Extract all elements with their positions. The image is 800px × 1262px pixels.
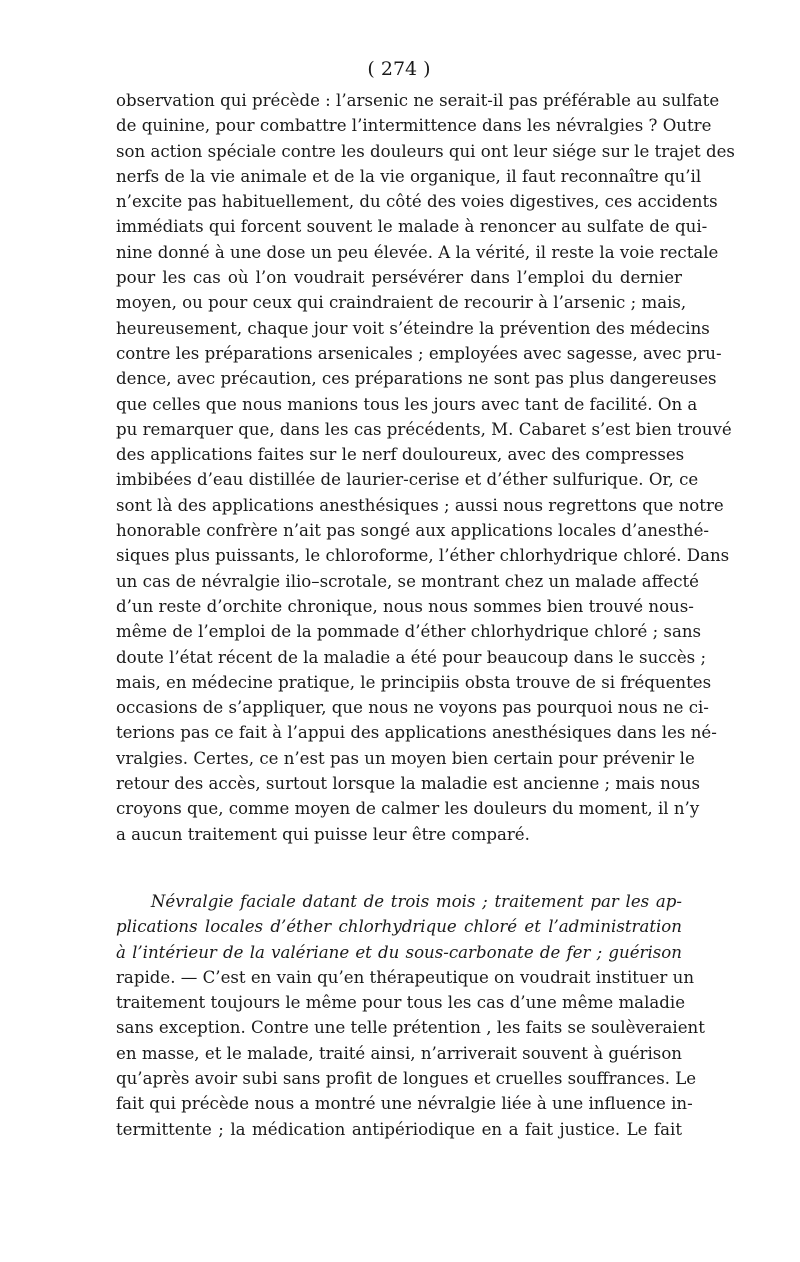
text-line: terions pas ce fait à l’appui des applications anesthésiques dans les né- [116, 723, 717, 743]
text-line: de quinine, pour combattre l’intermittence dans les névralgies ? Outre [116, 116, 712, 136]
text-line: moyen, ou pour ceux qui craindraient de recourir à l’arsenic ; mais, [116, 293, 687, 313]
text-line: dence, avec précaution, ces préparations ne sont pas plus dangereuses [116, 369, 717, 389]
text-line: croyons que, comme moyen de calmer les douleurs du moment, il n’y [116, 799, 700, 819]
page-number: ( 274 ) [367, 58, 431, 80]
text-line: nerfs de la vie animale et de la vie organique, il faut reconnaître qu’il [116, 166, 702, 186]
case-heading-line: à l’intérieur de la valériane et du sous-carbonate de fer ; guérison [116, 942, 682, 962]
text-line: traitement toujours le même pour tous les cas d’une même maladie [116, 993, 686, 1013]
text-line: d’un reste d’orchite chronique, nous nous sommes bien trouvé nous- [116, 596, 694, 616]
text-line: occasions de s’appliquer, que nous ne voyons pas pourquoi nous ne ci- [116, 698, 709, 718]
text-line: en masse, et le malade, traité ainsi, n’arriverait souvent à guérison [116, 1043, 682, 1063]
text-line: pour les cas où l’on voudrait persévérer dans l’emploi du dernier [116, 268, 682, 288]
text-line: mais, en médecine pratique, le principiis obsta trouve de si fréquentes [116, 672, 712, 692]
text-line: honorable confrère n’ait pas songé aux applications locales d’anesthé- [116, 521, 710, 541]
text-line: fait qui précède nous a montré une névralgie liée à une influence in- [116, 1094, 693, 1114]
paragraph-arsenic-discussion [116, 88, 735, 847]
text-line: immédiats qui forcent souvent le malade à renoncer au sulfate de qui- [116, 217, 708, 237]
text-line: termittente ; la médication antipériodique en a fait justice. Le fait [116, 1119, 682, 1139]
text-line: observation qui précède : l’arsenic ne serait-il pas préférable au sulfate [116, 91, 720, 110]
paragraph-gap [116, 847, 682, 889]
text-line: a aucun traitement qui puisse leur être comparé. [116, 824, 530, 844]
text-line: vralgies. Certes, ce n’est pas un moyen bien certain pour prévenir le [116, 748, 695, 768]
text-line: sans exception. Contre une telle prétention , les faits se soulèveraient [116, 1018, 705, 1038]
text-line: son action spéciale contre les douleurs qui ont leur siége sur le trajet des [116, 141, 735, 161]
text-line: rapide. — C’est en vain qu’en thérapeutique on voudrait instituer un [116, 967, 695, 987]
paragraph-facial-neuralgia-case [116, 889, 705, 1142]
text-line: nine donné à une dose un peu élevée. A la vérité, il reste la voie rectale [116, 242, 719, 262]
text-line: qu’après avoir subi sans profit de longues et cruelles souffrances. Le [116, 1068, 697, 1088]
text-line: même de l’emploi de la pommade d’éther chlorhydrique chloré ; sans [116, 622, 702, 642]
text-line: que celles que nous manions tous les jours avec tant de facilité. On a [116, 394, 698, 414]
text-line: des applications faites sur le nerf douloureux, avec des compresses [116, 445, 685, 465]
case-heading-line: plications locales d’éther chlorhydrique chloré et l’administration [116, 917, 682, 937]
text-line: contre les préparations arsenicales ; employées avec sagesse, avec pru- [116, 343, 722, 363]
book-page [116, 54, 735, 1142]
text-line: heureusement, chaque jour voit s’éteindre la prévention des médecins [116, 318, 710, 338]
text-line: pu remarquer que, dans les cas précédents, M. Cabaret s’est bien trouvé [116, 419, 732, 439]
case-heading-line: Névralgie faciale datant de trois mois ; traitement par les ap- [150, 891, 682, 911]
text-line: imbibées d’eau distillée de laurier-cerise et d’éther sulfurique. Or, ce [116, 470, 699, 490]
text-line: sont là des applications anesthésiques ; aussi nous regrettons que notre [116, 495, 724, 515]
text-line: retour des accès, surtout lorsque la maladie est ancienne ; mais nous [116, 774, 701, 794]
text-line: n’excite pas habituellement, du côté des voies digestives, ces accidents [116, 192, 718, 212]
text-line: doute l’état récent de la maladie a été pour beaucoup dans le succès ; [116, 647, 707, 667]
text-line: siques plus puissants, le chloroforme, l’éther chlorhydrique chloré. Dans [116, 546, 730, 566]
text-line: un cas de névralgie ilio–scrotale, se montrant chez un malade affecté [116, 571, 700, 591]
